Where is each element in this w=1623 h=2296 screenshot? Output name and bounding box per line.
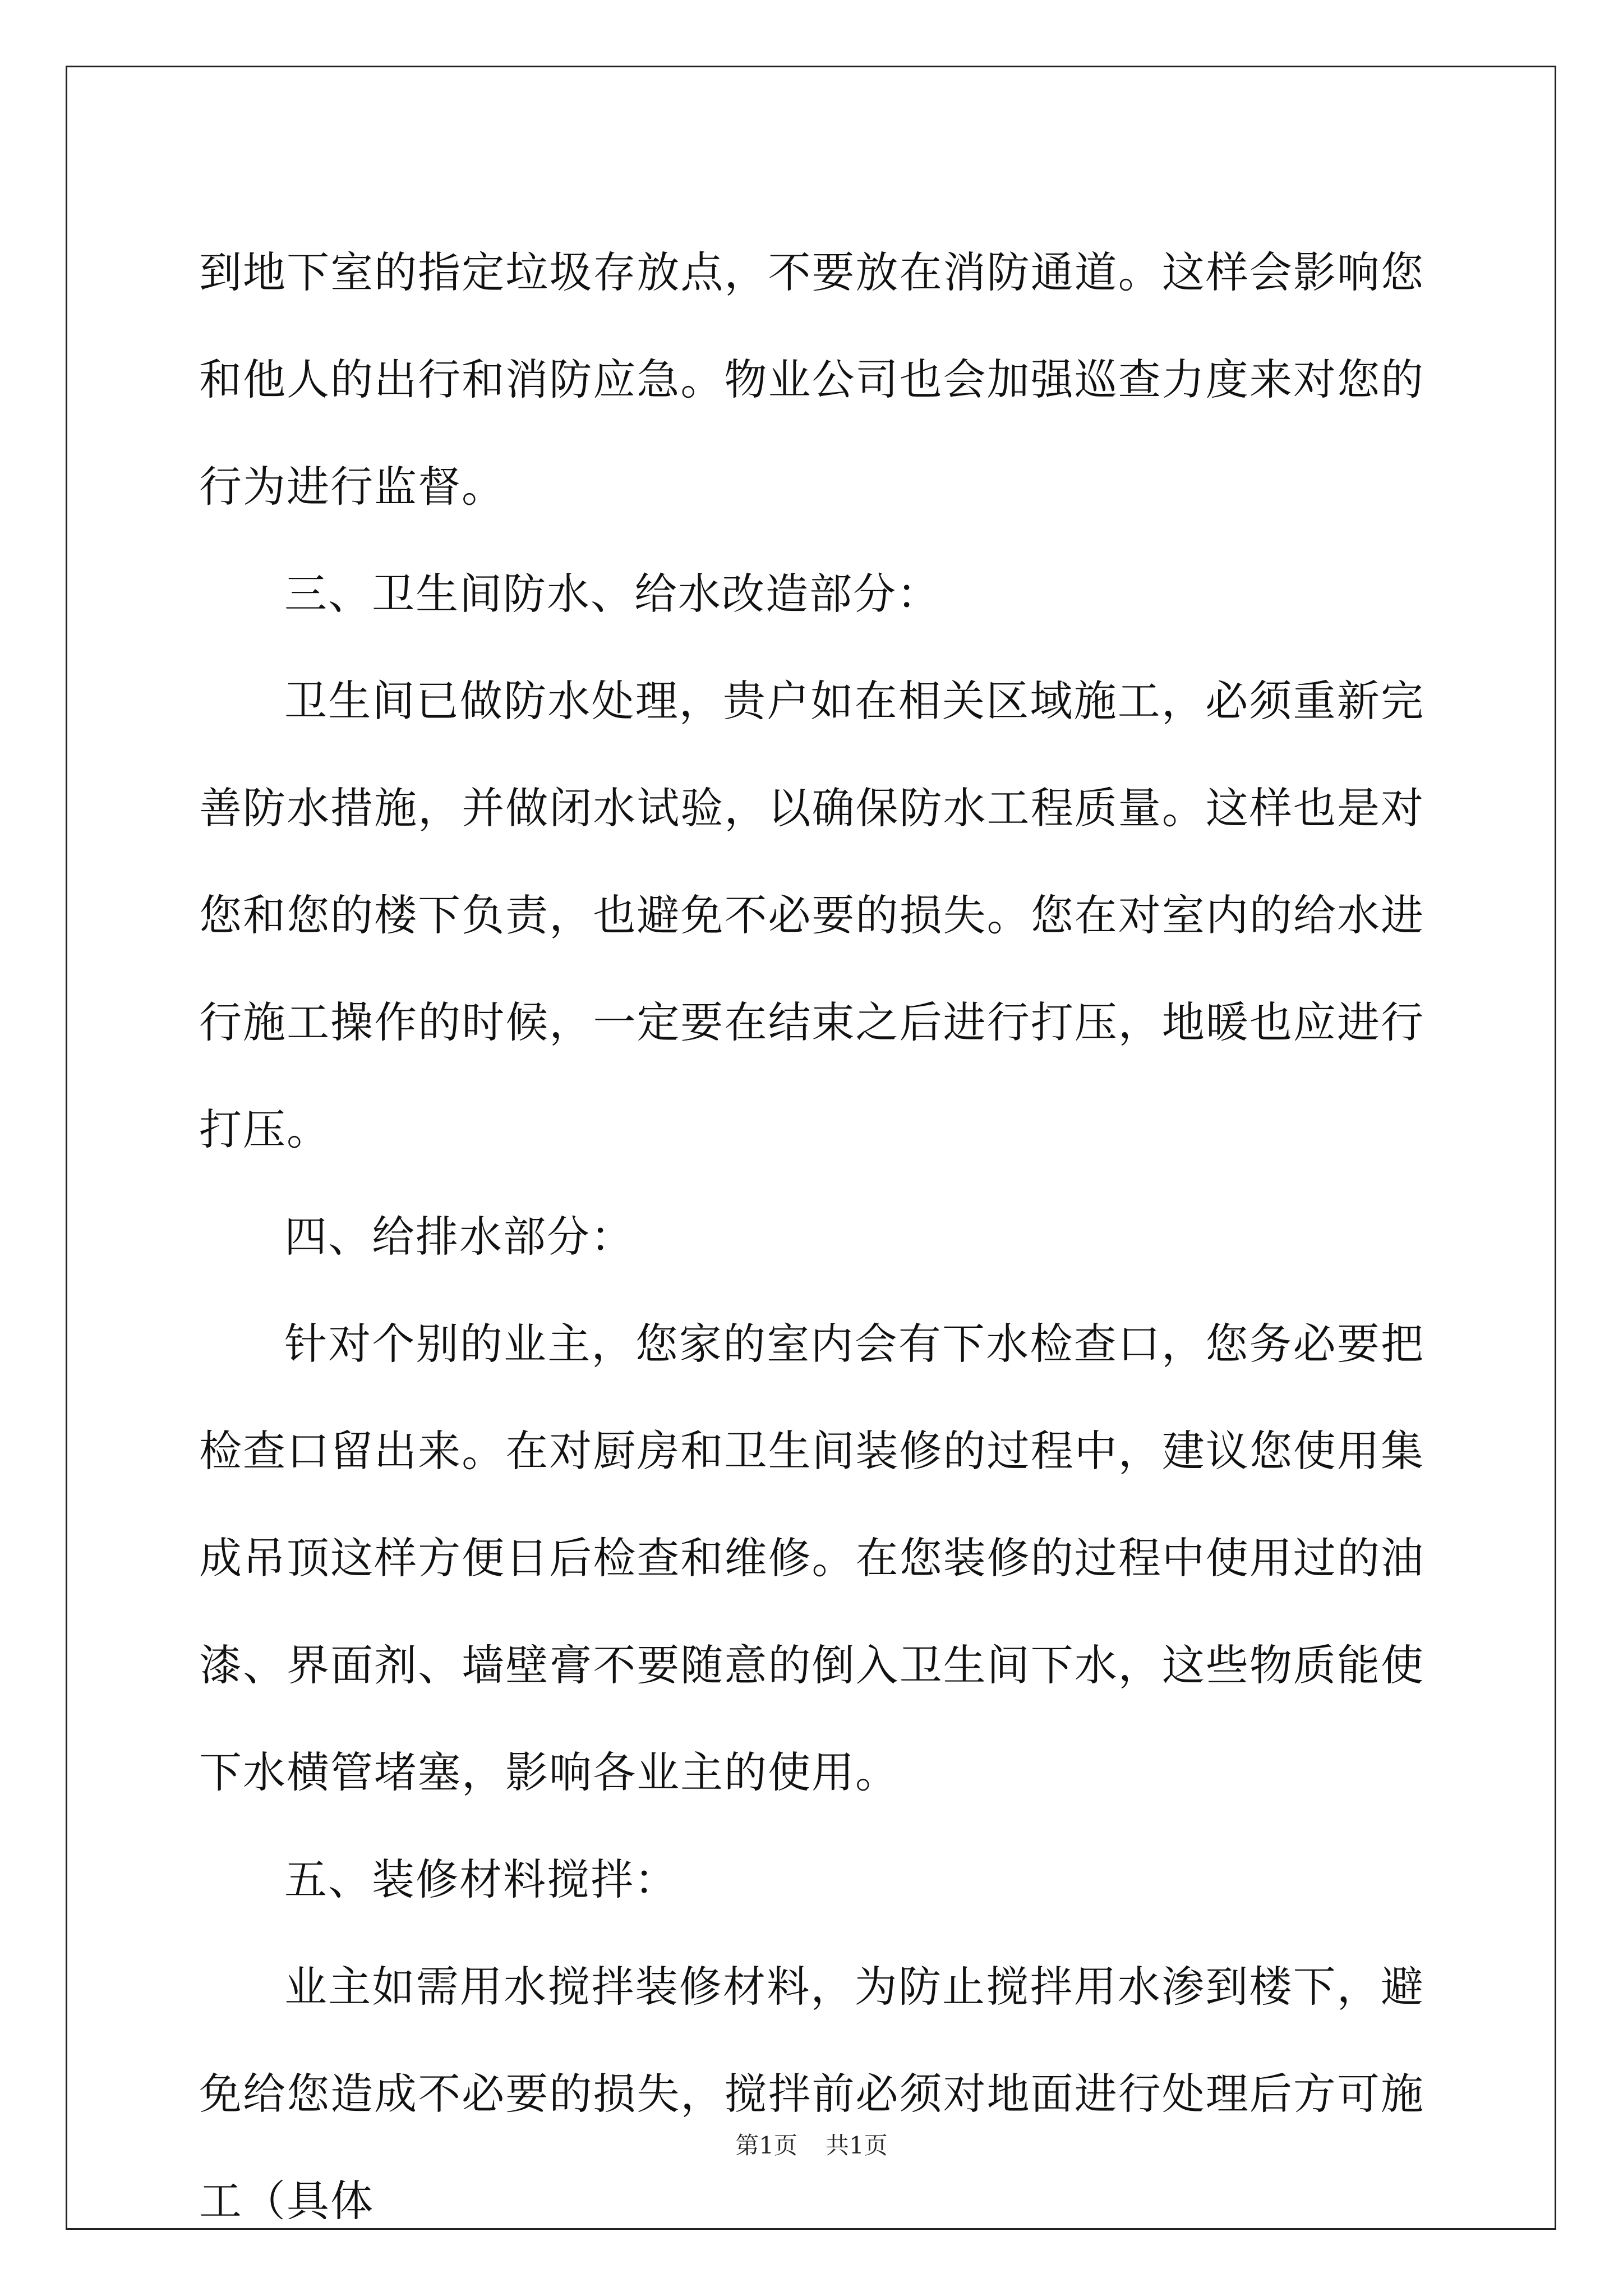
section-heading-material-mixing: 五、装修材料搅拌： — [284, 1855, 678, 1904]
page-number-total: 共1页 — [826, 2132, 888, 2159]
page-footer — [0, 2127, 1623, 2161]
paragraph-continuation: 到地下室的指定垃圾存放点，不要放在消防通道。这样会影响您和他人的出行和消防应急。物业公司也会加强巡查力度来对您的行为进行监督。 — [199, 247, 1424, 512]
section-heading-bathroom-waterproofing: 三、卫生间防水、给水改造部分： — [284, 569, 940, 619]
document-body — [199, 219, 1424, 2254]
page-number-current: 第1页 — [735, 2132, 797, 2159]
paragraph-bathroom-waterproofing: 卫生间已做防水处理，贵户如在相关区域施工，必须重新完善防水措施，并做闭水试验，以确保防水工程质量。这样也是对您和您的楼下负责，也避免不必要的损失。您在对室内的给水进行施工操作的时候，一定要在结束之后进行打压，地暖也应进行打压。 — [199, 676, 1424, 1154]
paragraph-drainage: 针对个别的业主，您家的室内会有下水检查口，您务必要把检查口留出来。在对厨房和卫生间装修的过程中，建议您使用集成吊顶这样方便日后检查和维修。在您装修的过程中使用过的油漆、界面剂、墙壁膏不要随意的倒入卫生间下水，这些物质能使下水横管堵塞，影响各业主的使用。 — [199, 1319, 1424, 1797]
paragraph-material-mixing: 业主如需用水搅拌装修材料，为防止搅拌用水渗到楼下，避免给您造成不必要的损失，搅拌前必须对地面进行处理后方可施工（具体 — [199, 1962, 1424, 2226]
section-heading-drainage: 四、给排水部分： — [284, 1212, 634, 1262]
